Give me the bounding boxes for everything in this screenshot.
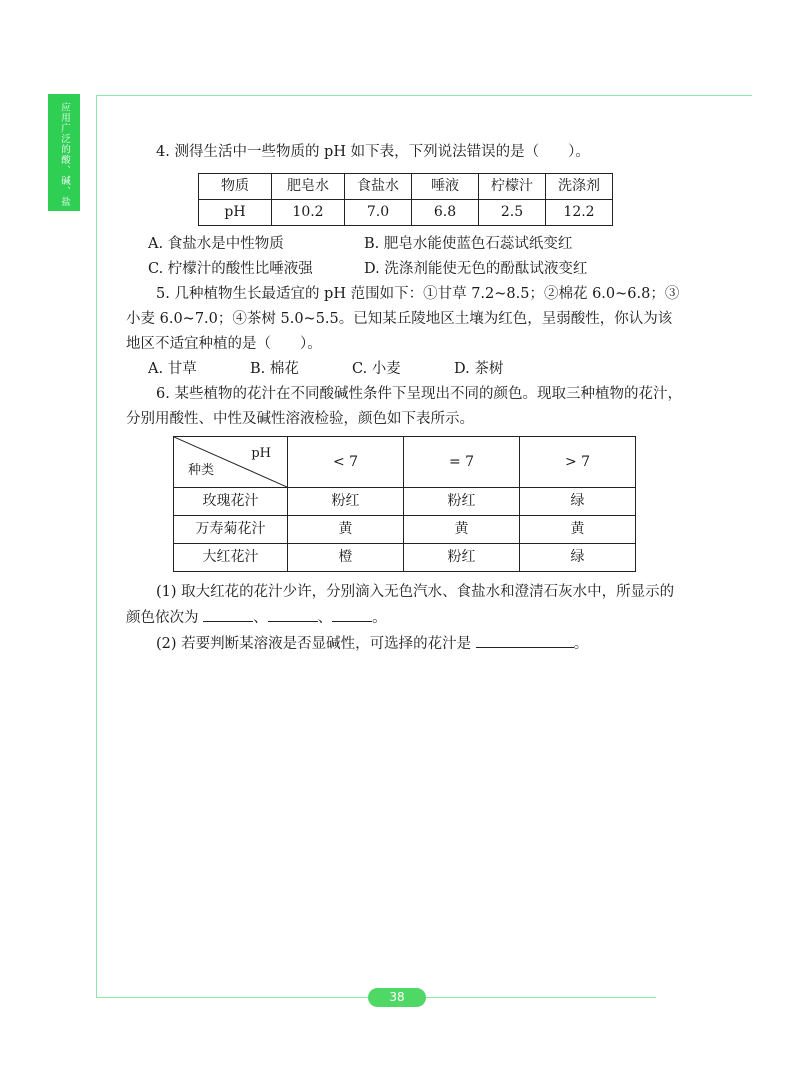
column-header: < 7 (288, 437, 404, 488)
table-cell: 肥皂水 (272, 174, 345, 200)
q5-options (126, 357, 686, 382)
q4-option-a: A. 食盐水是中性物质 (148, 236, 284, 252)
q6-sub2-text: (2) 若要判断某溶液是否显碱性，可选择的花汁是 (156, 636, 472, 652)
column-header: > 7 (520, 437, 636, 488)
table-cell: 7.0 (345, 200, 412, 226)
table-cell: 粉红 (404, 544, 520, 572)
table-row (199, 174, 613, 200)
q4-option-d: D. 洗涤剂能使无色的酚酞试液变红 (364, 261, 588, 277)
q4-option-b: B. 肥皂水能使蓝色石蕊试纸变红 (364, 236, 573, 252)
blank-separator: 、 (317, 610, 333, 626)
q4-stem: 4. 测得生活中一些物质的 pH 如下表，下列说法错误的是（ ）。 (156, 144, 590, 160)
row-label-substance: 物质 (199, 174, 272, 200)
chapter-side-tab: 应用广泛的酸、碱、盐 (48, 94, 80, 211)
column-header: = 7 (404, 437, 520, 488)
header-kind-label: 种类 (188, 463, 215, 478)
q5-option-d: D. 茶树 (454, 361, 504, 377)
q5-option-a: A. 甘草 (148, 361, 197, 377)
table-cell: 食盐水 (345, 174, 412, 200)
table-cell: 唾液 (412, 174, 479, 200)
q4-options (126, 232, 686, 282)
table-row (174, 544, 636, 572)
row-label-ph: pH (199, 200, 272, 226)
table-cell: 橙 (288, 544, 404, 572)
page-frame-left (96, 95, 97, 998)
q5-option-b: B. 棉花 (250, 361, 299, 377)
blank-separator: 、 (253, 610, 268, 626)
row-header: 大红花汁 (174, 544, 288, 572)
table-cell: 12.2 (546, 200, 613, 226)
table-header-row (174, 437, 636, 488)
answer-blank[interactable] (268, 605, 318, 622)
page-frame-top (96, 95, 752, 96)
answer-blank[interactable] (332, 605, 372, 622)
table-cell: 黄 (288, 516, 404, 544)
q4-ph-table (198, 173, 613, 226)
row-header: 玫瑰花汁 (174, 488, 288, 516)
table-cell: 粉红 (288, 488, 404, 516)
page-number: 38 (368, 988, 426, 1007)
table-row (174, 488, 636, 516)
diagonal-header-cell (174, 437, 288, 488)
table-cell: 10.2 (272, 200, 345, 226)
q5-stem: 5. 几种植物生长最适宜的 pH 范围如下：①甘草 7.2~8.5；②棉花 6.0~6.8；③小麦 6.0~7.0；④茶树 5.0~5.5。已知某丘陵地区土壤为红色，呈弱酸性，你认为该地区不适宜种植的是（ ）。 (126, 286, 680, 352)
table-cell: 绿 (520, 488, 636, 516)
table-row (199, 200, 613, 226)
sentence-end: 。 (372, 610, 387, 626)
table-cell: 6.8 (412, 200, 479, 226)
table-cell: 洗涤剂 (546, 174, 613, 200)
q5-option-c: C. 小麦 (352, 361, 401, 377)
header-ph-label: pH (251, 446, 271, 461)
table-cell: 2.5 (479, 200, 546, 226)
table-cell: 绿 (520, 544, 636, 572)
row-header: 万寿菊花汁 (174, 516, 288, 544)
sentence-end: 。 (573, 636, 589, 652)
q4-option-c: C. 柠檬汁的酸性比唾液强 (148, 261, 313, 277)
page-content (126, 140, 686, 657)
answer-blank[interactable] (203, 605, 253, 622)
table-cell: 黄 (520, 516, 636, 544)
table-cell: 黄 (404, 516, 520, 544)
answer-blank[interactable] (476, 631, 574, 648)
table-cell: 粉红 (404, 488, 520, 516)
q6-sub1 (126, 580, 686, 631)
q6-stem: 6. 某些植物的花汁在不同酸碱性条件下呈现出不同的颜色。现取三种植物的花汁，分别用酸性、中性及碱性溶液检验，颜色如下表所示。 (126, 386, 682, 427)
q6-sub1-text: (1) 取大红花的花汁少许，分别滴入无色汽水、食盐水和澄清石灰水中，所显示的颜色依次为 (126, 584, 675, 626)
q6-color-table (173, 436, 636, 572)
table-cell: 柠檬汁 (479, 174, 546, 200)
q6-sub2 (126, 631, 686, 657)
table-row (174, 516, 636, 544)
